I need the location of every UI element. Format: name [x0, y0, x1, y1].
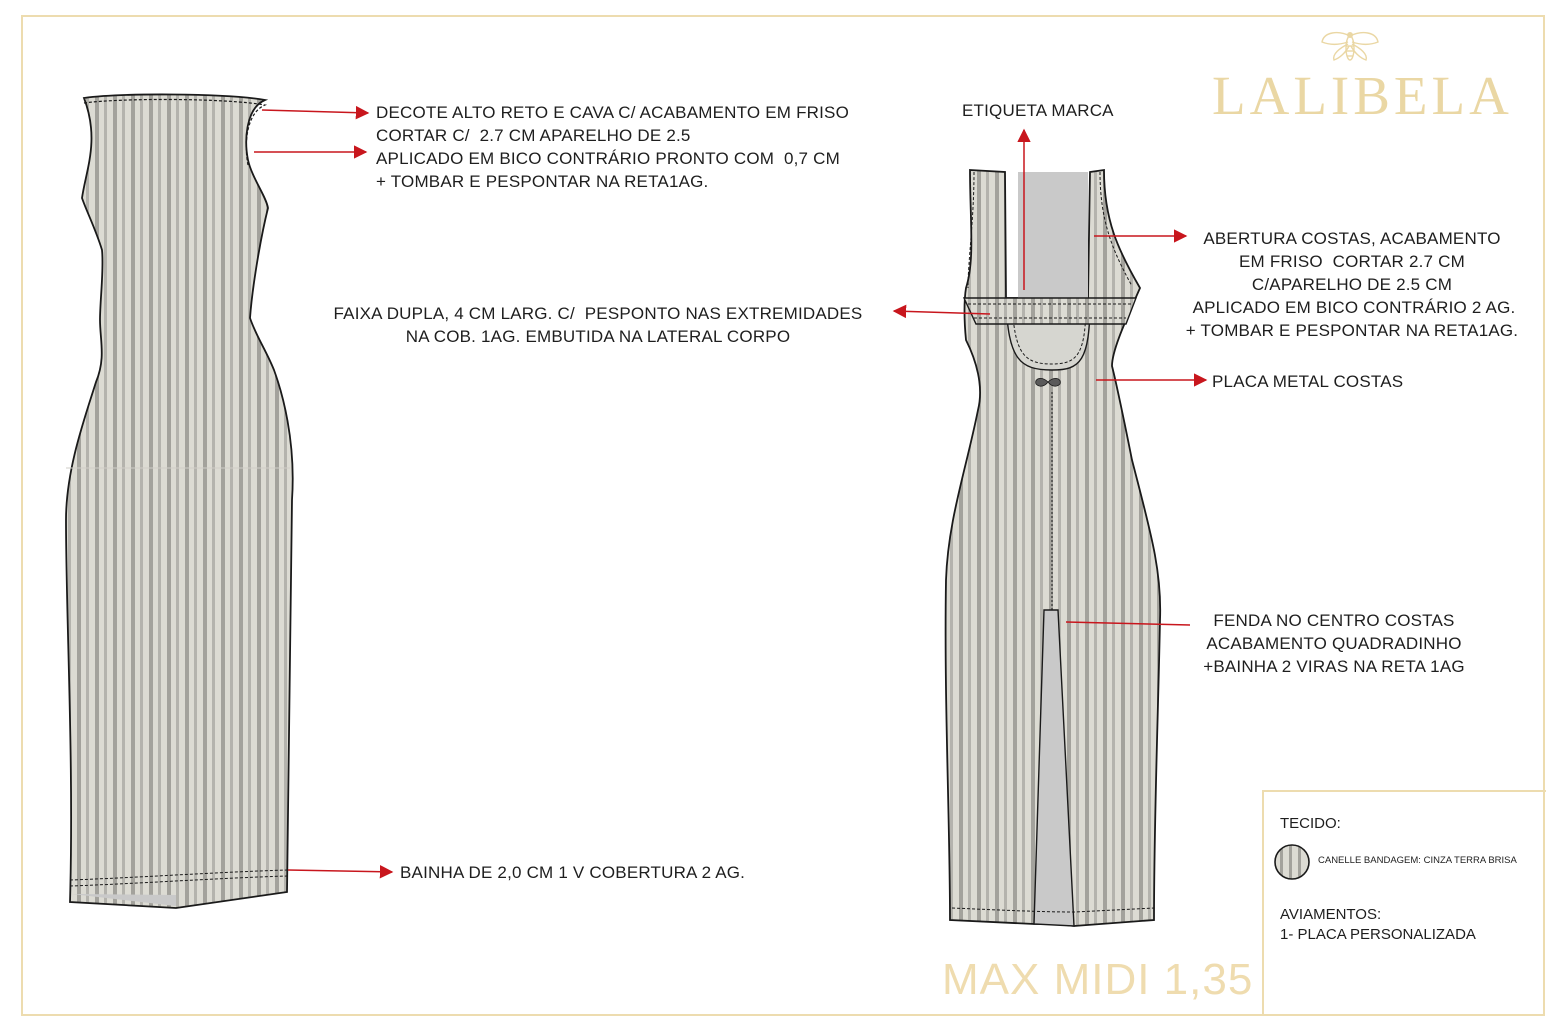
note-hem: BAINHA DE 2,0 CM 1 V COBERTURA 2 AG.: [400, 863, 746, 882]
front-dress-body: [66, 94, 293, 908]
note-band: FAIXA DUPLA, 4 CM LARG. C/ PESPONTO NAS EXTREMIDADES NA COB. 1AG. EMBUTIDA NA LATERAL CORPO: [333, 304, 863, 346]
fabric-swatch-icon: [1274, 844, 1310, 880]
arrow-hem: [288, 870, 392, 872]
materials-legend: [1262, 790, 1546, 1016]
note-label: ETIQUETA MARCA: [962, 101, 1114, 120]
note-neckline: DECOTE ALTO RETO E CAVA C/ ACABAMENTO EM FRISO CORTAR C/ 2.7 CM APARELHO DE 2.5 APLICADO EM BICO CONTRÁRIO PRONTO COM 0,7 CM + TOMBAR E PESPONTAR NA RETA1AG.: [376, 103, 850, 191]
trims-item: 1- PLACA PERSONALIZADA: [1280, 926, 1476, 943]
model-name: MAX MIDI 1,35: [942, 955, 1254, 1004]
front-view: [66, 94, 293, 908]
fabric-name: CANELLE BANDAGEM: CINZA TERRA BRISA: [1318, 855, 1517, 866]
back-view: [946, 170, 1161, 926]
note-slit: FENDA NO CENTRO COSTAS ACABAMENTO QUADRADINHO +BAINHA 2 VIRAS NA RETA 1AG: [1203, 611, 1465, 676]
back-opening: [1018, 172, 1088, 300]
trims-title: AVIAMENTOS:: [1280, 906, 1382, 923]
note-plate: PLACA METAL COSTAS: [1212, 372, 1404, 391]
brand-logo: LALIBELA: [1212, 65, 1513, 126]
fabric-title: TECIDO:: [1280, 815, 1341, 832]
arrow-neckline: [262, 110, 368, 113]
note-back-opening: ABERTURA COSTAS, ACABAMENTO EM FRISO CORTAR 2.7 CM C/APARELHO DE 2.5 CM APLICADO EM BICO CONTRÁRIO 2 AG. + TOMBAR E PESPONTAR NA RETA1AG.: [1185, 229, 1519, 340]
double-band: [964, 298, 1136, 324]
